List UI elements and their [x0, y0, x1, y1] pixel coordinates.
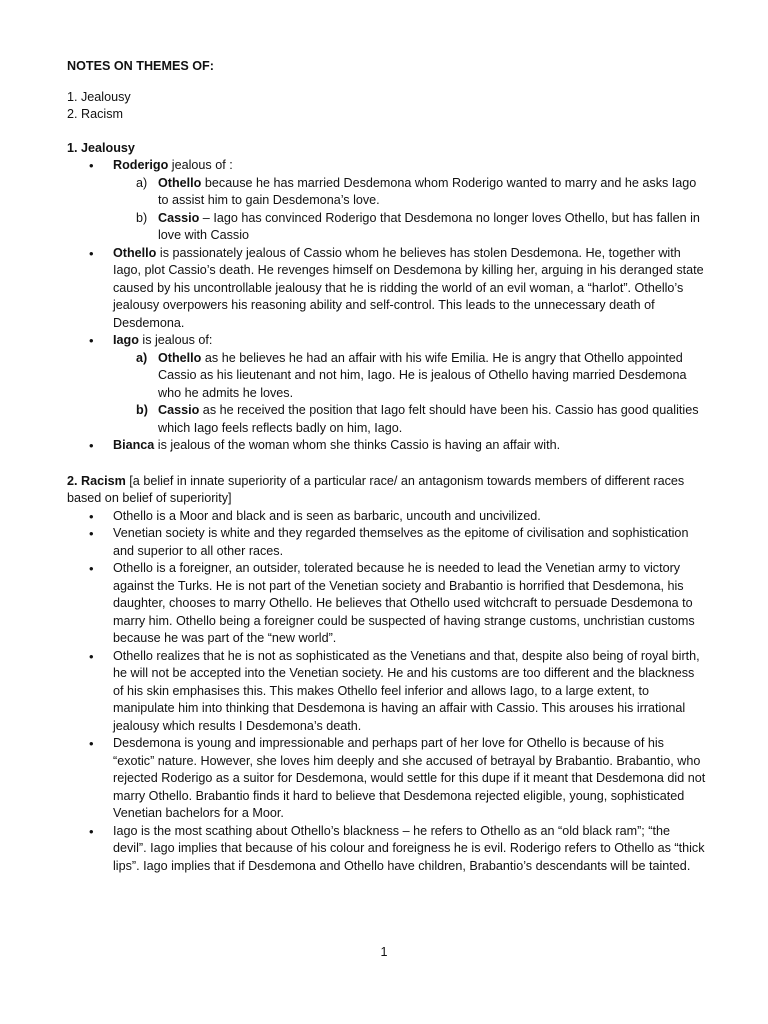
item-text: is passionately jealous of Cassio whom he believes has stolen Desdemona. He, together with Iago, plot Cassio’s death. He revenges himself on Desdemona by killing her, arguing in his deranged state caused by his uncontrollable jealousy that he is ridding the world of an evil woman, a “harlot”. Othello’s jealousy overpowers his reasoning ability and self-control. This leads to the unnecessary death of Desdemona. — [113, 245, 704, 330]
racism-definition: [a belief in innate superiority of a particular race/ an antagonism towards members of different races based on belief of superiority] — [67, 473, 685, 505]
racism-list — [67, 508, 707, 876]
racism-item: • Venetian society is white and they regarded themselves as the epitome of civilisation and sophistication and superior to all other races. — [67, 525, 707, 560]
theme-list — [67, 89, 707, 124]
theme-list-item-jealousy: 1. Jealousy — [67, 89, 131, 104]
character-name: Roderigo — [113, 158, 169, 172]
item-text: as he received the position that Iago felt should have been his. Cassio has good qualities which Iago feels reflects badly on him, Iago. — [158, 403, 699, 435]
item-text: is jealous of: — [138, 333, 213, 347]
character-name: Iago — [113, 333, 139, 347]
character-name: Othello — [113, 245, 157, 260]
jealousy-item-othello — [67, 245, 707, 333]
character-name: Cassio — [158, 210, 200, 225]
character-name: Othello — [158, 175, 202, 190]
racism-item: • Othello realizes that he is not as sophisticated as the Venetians and that, despite also being of royal birth, he will not be accepted into the Venetian society. He and his customs are too different and the blackness of his skin emphasises this. This makes Othello feel inferior and allows Iago, to a large extent, to manipulate him into thinking that Desdemona is having an affair with Cassio. This arouses his irrational jealousy which results I Desdemona’s death. — [67, 648, 707, 736]
sub-marker: b) — [136, 210, 148, 225]
item-text: – Iago has convinced Roderigo that Desdemona no longer loves Othello, but has fallen in love with Cassio — [158, 210, 700, 242]
character-name: Othello — [158, 350, 202, 365]
jealousy-item-iago — [67, 332, 707, 437]
item-text: because he has married Desdemona whom Roderigo wanted to marry and he asks Iago to assist him to gain Desdemona’s love. — [158, 175, 697, 207]
sub-item — [67, 402, 707, 437]
racism-item: • Othello is a Moor and black and is seen as barbaric, uncouth and uncivilized. — [67, 508, 707, 526]
theme-list-item-racism: 2. Racism — [67, 107, 123, 121]
sub-item — [67, 350, 707, 403]
roderigo-sublist — [67, 175, 707, 245]
sub-marker: b) — [136, 403, 148, 417]
sub-marker: a) — [136, 350, 148, 365]
jealousy-item-bianca — [67, 437, 707, 455]
item-text: as he believes he had an affair with his wife Emilia. He is angry that Othello appointed Cassio as his lieutenant and not him, Iago. He is jealous of Othello having married Desdemona who he admits he loves. — [158, 350, 687, 400]
racism-section — [67, 473, 707, 876]
jealousy-item-roderigo — [67, 157, 707, 245]
item-text: jealous of : — [168, 158, 233, 172]
iago-sublist — [67, 350, 707, 438]
jealousy-section — [67, 140, 707, 455]
character-name: Bianca — [113, 438, 155, 452]
jealousy-heading: 1. Jealousy — [67, 140, 135, 155]
racism-item: • Othello is a foreigner, an outsider, tolerated because he is needed to lead the Venetian army to victory against the Turks. He is not part of the Venetian society and Brabantio is horrified that Desdemona, his daughter, chooses to marry Othello. He believes that Othello used witchcraft to persuade Desdemona to marry him. Othello being a foreigner could be suspected of having strange customs, unchristian customs because he was part of the “new world”. — [67, 560, 707, 648]
character-name: Cassio — [158, 403, 200, 417]
item-text: is jealous of the woman whom she thinks Cassio is having an affair with. — [154, 438, 561, 452]
sub-marker: a) — [136, 175, 148, 190]
racism-item: • Iago is the most scathing about Othello’s blackness – he refers to Othello as an “old black ram”; “the devil”. Iago implies that because of his colour and foreigness he is evil. Roderigo refers to Othello as “thick lips”. Iago implies that if Desdemona and Othello have children, Brabantio’s descendants will be tainted. — [67, 823, 707, 876]
racism-heading: 2. Racism [a belief in innate superiority of a particular race/ an antagonism towards members of different races based on belief of superiority] — [67, 473, 685, 505]
sub-item — [67, 175, 707, 210]
sub-item — [67, 210, 707, 245]
document-title: NOTES ON THEMES OF: — [67, 59, 214, 73]
racism-item: • Desdemona is young and impressionable and perhaps part of her love for Othello is because of his “exotic” nature. However, she loves him deeply and she accused of betrayal by Brabantio. Brabantio, who rejected Roderigo as a suitor for Desdemona, would settle for this dupe if it meant that Desdemona did not marry Othello. Brabantio finds it hard to believe that Desdemona rejected eligible, young, sophisticated Venetian bachelors for a Moor. — [67, 735, 707, 823]
page-number: 1 — [380, 945, 388, 959]
document-page — [67, 58, 707, 875]
jealousy-list — [67, 157, 707, 455]
